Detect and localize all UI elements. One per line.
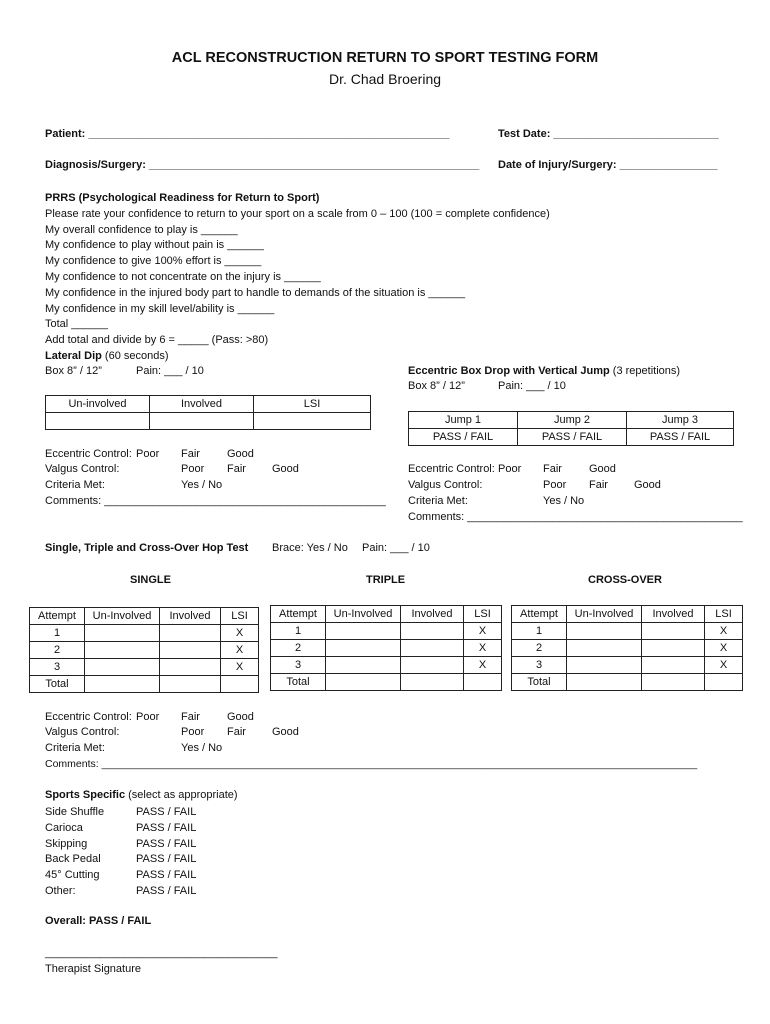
form-subtitle: Dr. Chad Broering (328, 71, 442, 87)
lateral-dip-pain[interactable]: Pain: ___ / 10 (136, 365, 204, 377)
uninvolved-cell[interactable] (567, 657, 642, 674)
bd-criteria-label: Criteria Met: (408, 495, 468, 507)
prrs-line[interactable]: My confidence in the injured body part to handle to demands of the situation is ______ (45, 286, 466, 299)
table-row (30, 642, 259, 659)
table-row (512, 623, 743, 640)
hop-test-heading: Single, Triple and Cross-Over Hop Test (45, 542, 249, 554)
ld-valgus-good[interactable]: Good (272, 463, 299, 475)
table-row (30, 659, 259, 676)
attempt-cell: 1 (30, 625, 85, 642)
lsi-cell[interactable]: X (705, 623, 743, 640)
box-drop-box[interactable]: Box 8” / 12” (408, 380, 465, 392)
attempt-cell: 2 (512, 640, 567, 657)
prrs-line[interactable]: Add total and divide by 6 = _____ (Pass: >80) (45, 334, 269, 347)
ld-valgus-poor[interactable]: Poor (181, 463, 205, 475)
sport-item-result[interactable]: PASS / FAIL (136, 821, 197, 834)
bd-eccentric-fair[interactable]: Fair (543, 463, 562, 475)
lsi-cell[interactable] (705, 674, 743, 691)
sport-item-result[interactable]: PASS / FAIL (136, 869, 197, 882)
involved-cell[interactable] (150, 413, 254, 430)
hop-eccentric-poor[interactable]: Poor (136, 711, 160, 723)
signature-line[interactable]: ______________________________________ (45, 947, 278, 959)
attempt-cell: 3 (30, 659, 85, 676)
hop-criteria-label: Criteria Met: (45, 742, 105, 754)
injury-date-field[interactable]: Date of Injury/Surgery: ________________ (498, 159, 718, 171)
table-row (30, 608, 259, 625)
table-row (512, 657, 743, 674)
table-row (512, 640, 743, 657)
prrs-heading: PRRS (Psychological Readiness for Return to Sport) (45, 192, 320, 204)
bd-valgus-poor[interactable]: Poor (543, 479, 567, 491)
uninvolved-header: Un-Involved (326, 606, 401, 623)
attempt-cell: 3 (512, 657, 567, 674)
sport-item-result[interactable]: PASS / FAIL (136, 853, 197, 866)
lsi-cell[interactable]: X (221, 642, 259, 659)
sport-item-result[interactable]: PASS / FAIL (136, 884, 197, 897)
bd-comments[interactable]: Comments: _____________________________________________ (408, 511, 743, 523)
sport-item-label: Skipping (45, 837, 88, 850)
hop-valgus-poor[interactable]: Poor (181, 726, 205, 738)
total-cell: Total (271, 674, 326, 691)
involved-cell[interactable] (401, 674, 464, 691)
sport-item-label: Side Shuffle (45, 806, 105, 818)
sports-heading (45, 789, 238, 801)
sports-title: Sports Specific (45, 789, 126, 801)
header-lsi: LSI (254, 396, 371, 413)
table-row (46, 413, 371, 430)
ld-eccentric-poor[interactable]: Poor (136, 448, 160, 460)
lsi-cell[interactable] (464, 674, 502, 691)
lsi-cell[interactable]: X (464, 623, 502, 640)
involved-cell[interactable] (160, 625, 221, 642)
single-hop-table (29, 607, 259, 693)
lsi-cell[interactable]: X (221, 625, 259, 642)
ld-valgus-fair[interactable]: Fair (227, 463, 246, 475)
single-heading: SINGLE (130, 574, 171, 586)
box-drop-table (408, 411, 734, 446)
hop-test-brace[interactable]: Brace: Yes / No (272, 542, 348, 554)
uninvolved-header: Un-Involved (85, 608, 160, 625)
involved-cell[interactable] (642, 640, 705, 657)
table-row (46, 396, 371, 413)
uninvolved-cell[interactable] (46, 413, 150, 430)
lateral-dip-box[interactable]: Box 8” / 12” (45, 365, 102, 377)
header-involved: Involved (150, 396, 254, 413)
uninvolved-cell[interactable] (326, 674, 401, 691)
lateral-dip-table (45, 395, 371, 430)
lsi-header: LSI (221, 608, 259, 625)
box-drop-pain[interactable]: Pain: ___ / 10 (498, 380, 566, 392)
uninvolved-cell[interactable] (326, 657, 401, 674)
overall-result[interactable]: Overall: PASS / FAIL (45, 915, 152, 927)
lsi-header: LSI (464, 606, 502, 623)
involved-header: Involved (642, 606, 705, 623)
jump-2-header: Jump 2 (518, 412, 627, 429)
sport-item-label: Carioca (45, 821, 83, 834)
diagnosis-field[interactable]: Diagnosis/Surgery: ______________________________________________________ (45, 159, 480, 171)
bd-valgus-good[interactable]: Good (634, 479, 661, 491)
ld-eccentric-fair[interactable]: Fair (181, 448, 200, 460)
lateral-dip-note: (60 seconds) (101, 349, 169, 362)
hop-eccentric-label: Eccentric Control: (45, 711, 132, 723)
bd-valgus-fair[interactable]: Fair (589, 479, 608, 491)
bd-eccentric-label: Eccentric Control: (408, 463, 495, 475)
lsi-cell[interactable]: X (464, 657, 502, 674)
table-row (409, 429, 734, 446)
triple-heading: TRIPLE (366, 574, 406, 586)
prrs-line[interactable]: My overall confidence to play is ______ (45, 223, 238, 236)
total-cell: Total (512, 674, 567, 691)
involved-header: Involved (401, 606, 464, 623)
attempt-cell: 2 (271, 640, 326, 657)
sport-item-result[interactable]: PASS / FAIL (136, 806, 197, 818)
lateral-dip-title: Lateral Dip (45, 349, 102, 362)
attempt-header: Attempt (30, 608, 85, 625)
signature-label: Therapist Signature (45, 963, 141, 975)
involved-header: Involved (160, 608, 221, 625)
jump-3-header: Jump 3 (627, 412, 734, 429)
uninvolved-cell[interactable] (567, 674, 642, 691)
attempt-cell: 1 (271, 623, 326, 640)
prrs-line[interactable]: My confidence to not concentrate on the injury is ______ (45, 270, 321, 283)
table-row (409, 412, 734, 429)
involved-cell[interactable] (401, 657, 464, 674)
lsi-cell[interactable]: X (705, 657, 743, 674)
prrs-line[interactable]: My confidence to give 100% effort is ______ (45, 255, 262, 268)
ld-eccentric-label: Eccentric Control: (45, 448, 132, 460)
sports-note: (select as appropriate) (125, 789, 238, 801)
box-drop-title: Eccentric Box Drop with Vertical Jump (408, 365, 610, 377)
box-drop-heading (408, 365, 680, 377)
attempt-cell: 2 (30, 642, 85, 659)
attempt-cell: 3 (271, 657, 326, 674)
uninvolved-header: Un-Involved (567, 606, 642, 623)
bd-criteria-options[interactable]: Yes / No (543, 495, 585, 507)
crossover-hop-table (511, 605, 743, 691)
table-row (271, 623, 502, 640)
involved-cell[interactable] (160, 676, 221, 693)
table-row (30, 676, 259, 693)
uninvolved-cell[interactable] (567, 623, 642, 640)
uninvolved-cell[interactable] (326, 640, 401, 657)
involved-cell[interactable] (642, 674, 705, 691)
uninvolved-cell[interactable] (567, 640, 642, 657)
involved-cell[interactable] (401, 640, 464, 657)
test-date-field[interactable]: Test Date: ___________________________ (498, 128, 719, 140)
lsi-cell[interactable] (221, 676, 259, 693)
jump-3-result[interactable]: PASS / FAIL (627, 429, 734, 446)
hop-eccentric-fair[interactable]: Fair (181, 711, 200, 723)
prrs-section (45, 191, 550, 365)
total-cell: Total (30, 676, 85, 693)
table-row (512, 606, 743, 623)
lsi-cell[interactable]: X (464, 640, 502, 657)
ld-criteria-options[interactable]: Yes / No (181, 479, 223, 491)
prrs-line[interactable]: My confidence to play without pain is ______ (45, 239, 264, 252)
prrs-line[interactable]: My confidence in my skill level/ability is ______ (45, 302, 275, 315)
sport-item-result[interactable]: PASS / FAIL (136, 837, 197, 850)
involved-cell[interactable] (160, 642, 221, 659)
sports-labels (45, 805, 104, 900)
bd-eccentric-good[interactable]: Good (589, 463, 616, 475)
table-row (271, 657, 502, 674)
hop-criteria-options[interactable]: Yes / No (181, 742, 223, 754)
involved-cell[interactable] (401, 623, 464, 640)
lateral-dip-heading (45, 349, 550, 365)
sport-item-label: 45° Cutting (45, 869, 100, 882)
sports-results (136, 805, 196, 900)
table-row (512, 674, 743, 691)
lsi-cell[interactable] (254, 413, 371, 430)
bd-valgus-label: Valgus Control: (408, 479, 483, 491)
uninvolved-cell[interactable] (85, 659, 160, 676)
table-row (271, 674, 502, 691)
header-uninvolved: Un-involved (46, 396, 150, 413)
bd-eccentric-poor[interactable]: Poor (498, 463, 522, 475)
patient-field[interactable]: Patient: ___________________________________________________________ (45, 128, 450, 140)
sport-item-label: Other: (45, 884, 76, 897)
hop-valgus-fair[interactable]: Fair (227, 726, 246, 738)
hop-comments[interactable]: Comments: ______________________________________________________________________________________________________ (45, 758, 698, 770)
ld-valgus-label: Valgus Control: (45, 463, 120, 475)
triple-hop-table (270, 605, 502, 691)
uninvolved-cell[interactable] (326, 623, 401, 640)
form-title: ACL RECONSTRUCTION RETURN TO SPORT TESTING FORM (171, 50, 599, 66)
involved-cell[interactable] (642, 657, 705, 674)
jump-1-header: Jump 1 (409, 412, 518, 429)
prrs-line: Please rate your confidence to return to your sport on a scale from 0 – 100 (100 = complete confidence) (45, 207, 550, 220)
crossover-heading: CROSS-OVER (588, 574, 662, 586)
hop-valgus-good[interactable]: Good (272, 726, 299, 738)
involved-cell[interactable] (642, 623, 705, 640)
uninvolved-cell[interactable] (85, 625, 160, 642)
attempt-header: Attempt (271, 606, 326, 623)
attempt-header: Attempt (512, 606, 567, 623)
ld-comments[interactable]: Comments: ______________________________________________ (45, 495, 386, 507)
table-row (271, 606, 502, 623)
hop-valgus-label: Valgus Control: (45, 726, 120, 738)
hop-test-pain[interactable]: Pain: ___ / 10 (362, 542, 430, 554)
uninvolved-cell[interactable] (85, 642, 160, 659)
table-row (30, 625, 259, 642)
attempt-cell: 1 (512, 623, 567, 640)
lsi-cell[interactable]: X (705, 640, 743, 657)
ld-criteria-label: Criteria Met: (45, 479, 105, 491)
uninvolved-cell[interactable] (85, 676, 160, 693)
table-row (271, 640, 502, 657)
prrs-line[interactable]: Total ______ (45, 318, 108, 331)
jump-1-result[interactable]: PASS / FAIL (409, 429, 518, 446)
ld-eccentric-good[interactable]: Good (227, 448, 254, 460)
hop-eccentric-good[interactable]: Good (227, 711, 254, 723)
box-drop-note: (3 repetitions) (609, 365, 681, 377)
lsi-cell[interactable]: X (221, 659, 259, 676)
involved-cell[interactable] (160, 659, 221, 676)
sport-item-label: Back Pedal (45, 853, 101, 866)
lsi-header: LSI (705, 606, 743, 623)
jump-2-result[interactable]: PASS / FAIL (518, 429, 627, 446)
